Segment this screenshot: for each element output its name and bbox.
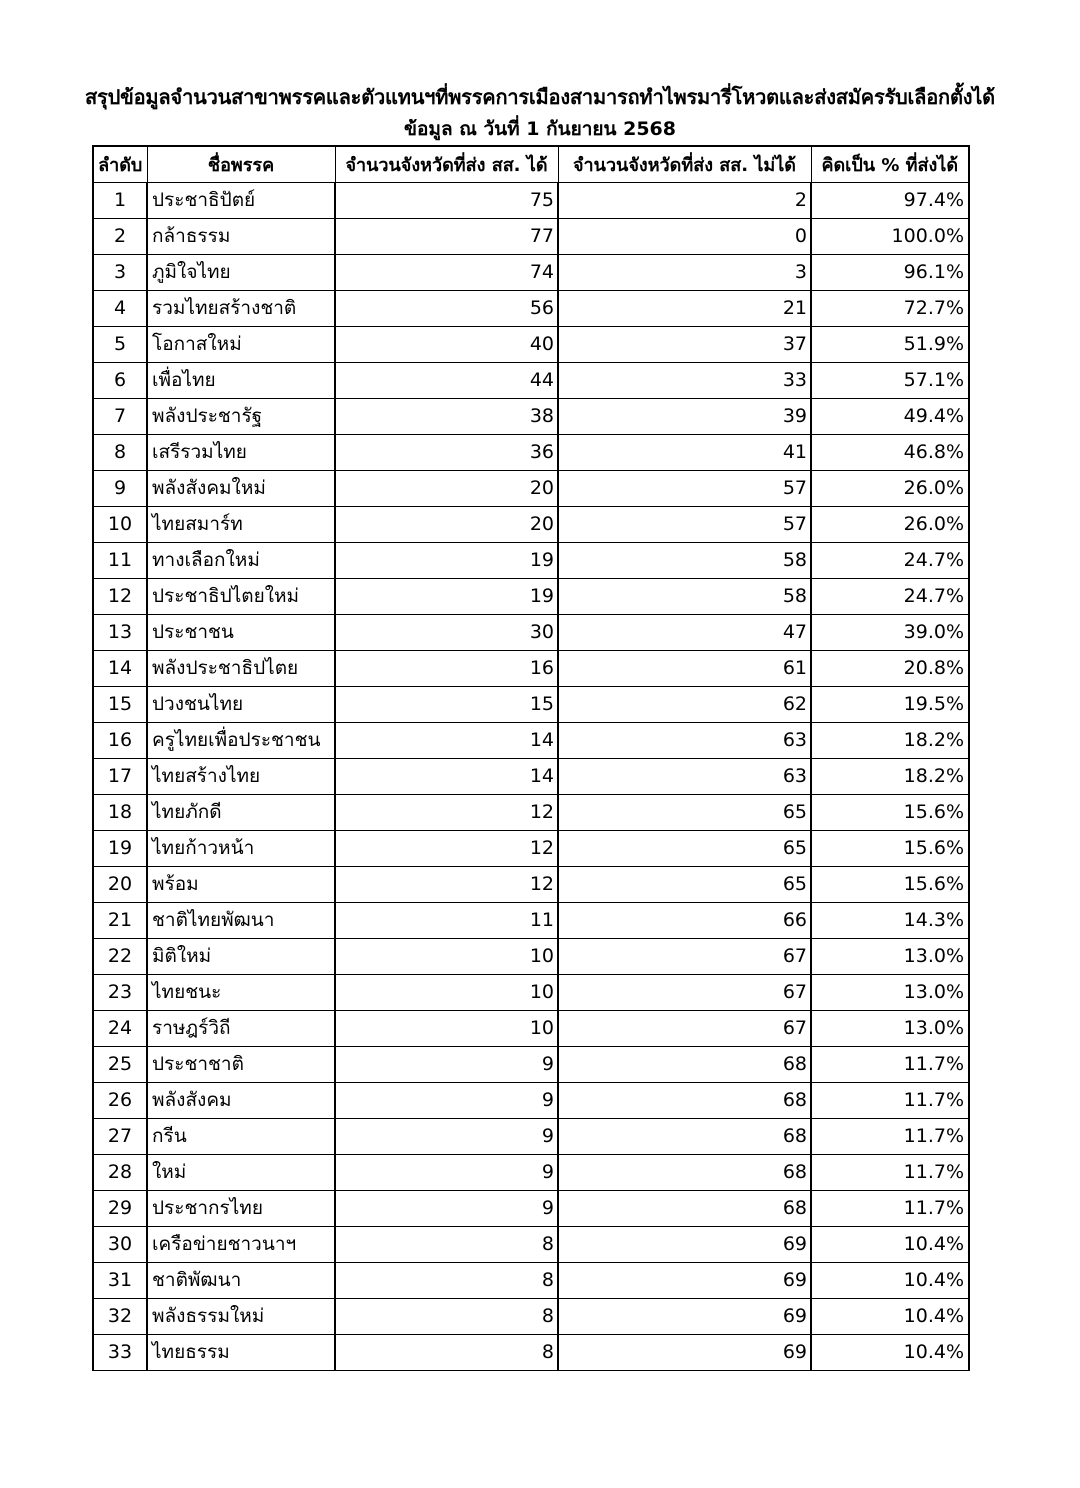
provinces-cannot-send: 68 xyxy=(558,1190,811,1226)
percent-can-send: 13.0% xyxy=(811,938,969,974)
provinces-cannot-send: 65 xyxy=(558,794,811,830)
provinces-cannot-send: 69 xyxy=(558,1334,811,1370)
provinces-can-send: 9 xyxy=(335,1154,558,1190)
percent-can-send: 10.4% xyxy=(811,1334,969,1370)
provinces-cannot-send: 62 xyxy=(558,686,811,722)
percent-can-send: 18.2% xyxy=(811,758,969,794)
document-title: สรุปข้อมูลจำนวนสาขาพรรคและตัวแทนฯที่พรรคการเมืองสามารถทำไพรมารี่โหวตและส่งสมัครรับเลือกตั้งได้ xyxy=(85,85,995,109)
provinces-cannot-send: 61 xyxy=(558,650,811,686)
table-row xyxy=(93,506,969,542)
percent-can-send: 11.7% xyxy=(811,1190,969,1226)
table-row xyxy=(93,830,969,866)
provinces-can-send: 12 xyxy=(335,830,558,866)
provinces-cannot-send: 63 xyxy=(558,758,811,794)
provinces-can-send: 9 xyxy=(335,1082,558,1118)
provinces-cannot-send: 69 xyxy=(558,1226,811,1262)
party-summary-table xyxy=(92,145,970,1371)
percent-can-send: 26.0% xyxy=(811,470,969,506)
provinces-can-send: 12 xyxy=(335,866,558,902)
table-row xyxy=(93,434,969,470)
percent-can-send: 46.8% xyxy=(811,434,969,470)
provinces-cannot-send: 63 xyxy=(558,722,811,758)
row-no: 6 xyxy=(93,362,147,398)
provinces-can-send: 74 xyxy=(335,254,558,290)
provinces-can-send: 38 xyxy=(335,398,558,434)
party-name: กล้าธรรม xyxy=(147,218,335,254)
row-no: 2 xyxy=(93,218,147,254)
percent-can-send: 18.2% xyxy=(811,722,969,758)
provinces-cannot-send: 57 xyxy=(558,506,811,542)
party-name: ประชาธิปัตย์ xyxy=(147,182,335,218)
provinces-cannot-send: 39 xyxy=(558,398,811,434)
provinces-cannot-send: 3 xyxy=(558,254,811,290)
percent-can-send: 72.7% xyxy=(811,290,969,326)
percent-can-send: 11.7% xyxy=(811,1046,969,1082)
percent-can-send: 24.7% xyxy=(811,542,969,578)
percent-can-send: 20.8% xyxy=(811,650,969,686)
party-name: ประชาชาติ xyxy=(147,1046,335,1082)
provinces-cannot-send: 37 xyxy=(558,326,811,362)
row-no: 3 xyxy=(93,254,147,290)
percent-can-send: 100.0% xyxy=(811,218,969,254)
row-no: 24 xyxy=(93,1010,147,1046)
provinces-can-send: 15 xyxy=(335,686,558,722)
table-row xyxy=(93,362,969,398)
party-name: พลังประชารัฐ xyxy=(147,398,335,434)
header-no: ลำดับ xyxy=(93,146,147,182)
party-name: ประชาธิปไตยใหม่ xyxy=(147,578,335,614)
row-no: 9 xyxy=(93,470,147,506)
party-name: ประชากรไทย xyxy=(147,1190,335,1226)
party-name: ไทยชนะ xyxy=(147,974,335,1010)
party-name: ราษฎร์วิถี xyxy=(147,1010,335,1046)
table-row xyxy=(93,722,969,758)
row-no: 33 xyxy=(93,1334,147,1370)
row-no: 1 xyxy=(93,182,147,218)
header-can-send: จำนวนจังหวัดที่ส่ง สส. ได้ xyxy=(335,146,558,182)
row-no: 8 xyxy=(93,434,147,470)
percent-can-send: 19.5% xyxy=(811,686,969,722)
party-name: ไทยธรรม xyxy=(147,1334,335,1370)
row-no: 28 xyxy=(93,1154,147,1190)
provinces-cannot-send: 67 xyxy=(558,1010,811,1046)
table-row xyxy=(93,326,969,362)
row-no: 32 xyxy=(93,1298,147,1334)
percent-can-send: 97.4% xyxy=(811,182,969,218)
provinces-can-send: 20 xyxy=(335,470,558,506)
percent-can-send: 15.6% xyxy=(811,866,969,902)
provinces-cannot-send: 65 xyxy=(558,866,811,902)
provinces-can-send: 19 xyxy=(335,542,558,578)
provinces-cannot-send: 2 xyxy=(558,182,811,218)
party-name: ครูไทยเพื่อประชาชน xyxy=(147,722,335,758)
provinces-can-send: 9 xyxy=(335,1046,558,1082)
party-name: เสรีรวมไทย xyxy=(147,434,335,470)
table-row xyxy=(93,938,969,974)
provinces-cannot-send: 41 xyxy=(558,434,811,470)
header-cannot-send: จำนวนจังหวัดที่ส่ง สส. ไม่ได้ xyxy=(558,146,811,182)
provinces-can-send: 40 xyxy=(335,326,558,362)
table-row xyxy=(93,542,969,578)
party-name: ประชาชน xyxy=(147,614,335,650)
percent-can-send: 11.7% xyxy=(811,1082,969,1118)
row-no: 11 xyxy=(93,542,147,578)
row-no: 12 xyxy=(93,578,147,614)
provinces-cannot-send: 68 xyxy=(558,1082,811,1118)
table-row xyxy=(93,218,969,254)
party-name: ปวงชนไทย xyxy=(147,686,335,722)
percent-can-send: 10.4% xyxy=(811,1262,969,1298)
table-row xyxy=(93,1334,969,1370)
party-name: เพื่อไทย xyxy=(147,362,335,398)
provinces-cannot-send: 47 xyxy=(558,614,811,650)
row-no: 25 xyxy=(93,1046,147,1082)
row-no: 22 xyxy=(93,938,147,974)
provinces-can-send: 8 xyxy=(335,1226,558,1262)
provinces-can-send: 77 xyxy=(335,218,558,254)
table-row xyxy=(93,182,969,218)
row-no: 15 xyxy=(93,686,147,722)
provinces-cannot-send: 69 xyxy=(558,1262,811,1298)
party-name: ชาติไทยพัฒนา xyxy=(147,902,335,938)
row-no: 4 xyxy=(93,290,147,326)
row-no: 30 xyxy=(93,1226,147,1262)
table-row xyxy=(93,1262,969,1298)
party-name: กรีน xyxy=(147,1118,335,1154)
provinces-can-send: 14 xyxy=(335,722,558,758)
percent-can-send: 15.6% xyxy=(811,794,969,830)
percent-can-send: 39.0% xyxy=(811,614,969,650)
provinces-can-send: 8 xyxy=(335,1262,558,1298)
table-row xyxy=(93,650,969,686)
provinces-cannot-send: 65 xyxy=(558,830,811,866)
provinces-can-send: 56 xyxy=(335,290,558,326)
party-name: ทางเลือกใหม่ xyxy=(147,542,335,578)
percent-can-send: 49.4% xyxy=(811,398,969,434)
table-row xyxy=(93,1226,969,1262)
row-no: 23 xyxy=(93,974,147,1010)
table-row xyxy=(93,1154,969,1190)
provinces-cannot-send: 57 xyxy=(558,470,811,506)
header-party: ชื่อพรรค xyxy=(147,146,335,182)
provinces-can-send: 20 xyxy=(335,506,558,542)
provinces-can-send: 75 xyxy=(335,182,558,218)
party-name: ภูมิใจไทย xyxy=(147,254,335,290)
table-row xyxy=(93,1010,969,1046)
percent-can-send: 96.1% xyxy=(811,254,969,290)
party-name: พร้อม xyxy=(147,866,335,902)
percent-can-send: 10.4% xyxy=(811,1298,969,1334)
percent-can-send: 11.7% xyxy=(811,1154,969,1190)
party-name: มิติใหม่ xyxy=(147,938,335,974)
party-name: ไทยภักดี xyxy=(147,794,335,830)
row-no: 5 xyxy=(93,326,147,362)
provinces-can-send: 11 xyxy=(335,902,558,938)
provinces-cannot-send: 58 xyxy=(558,578,811,614)
provinces-can-send: 10 xyxy=(335,974,558,1010)
party-name: พลังสังคม xyxy=(147,1082,335,1118)
provinces-can-send: 8 xyxy=(335,1334,558,1370)
provinces-can-send: 14 xyxy=(335,758,558,794)
table-row xyxy=(93,254,969,290)
party-name: โอกาสใหม่ xyxy=(147,326,335,362)
percent-can-send: 10.4% xyxy=(811,1226,969,1262)
table-row xyxy=(93,794,969,830)
provinces-can-send: 12 xyxy=(335,794,558,830)
row-no: 14 xyxy=(93,650,147,686)
party-name: พลังธรรมใหม่ xyxy=(147,1298,335,1334)
percent-can-send: 26.0% xyxy=(811,506,969,542)
row-no: 31 xyxy=(93,1262,147,1298)
party-name: ไทยสมาร์ท xyxy=(147,506,335,542)
table-header-row xyxy=(93,146,969,182)
table-body xyxy=(93,182,969,1370)
row-no: 27 xyxy=(93,1118,147,1154)
provinces-can-send: 9 xyxy=(335,1118,558,1154)
row-no: 16 xyxy=(93,722,147,758)
row-no: 18 xyxy=(93,794,147,830)
row-no: 26 xyxy=(93,1082,147,1118)
provinces-cannot-send: 67 xyxy=(558,974,811,1010)
table-row xyxy=(93,902,969,938)
provinces-can-send: 8 xyxy=(335,1298,558,1334)
percent-can-send: 57.1% xyxy=(811,362,969,398)
row-no: 20 xyxy=(93,866,147,902)
percent-can-send: 13.0% xyxy=(811,974,969,1010)
party-name: พลังประชาธิปไตย xyxy=(147,650,335,686)
table-row xyxy=(93,578,969,614)
provinces-cannot-send: 33 xyxy=(558,362,811,398)
percent-can-send: 15.6% xyxy=(811,830,969,866)
row-no: 29 xyxy=(93,1190,147,1226)
party-name: พลังสังคมใหม่ xyxy=(147,470,335,506)
table-row xyxy=(93,758,969,794)
header-percent: คิดเป็น % ที่ส่งได้ xyxy=(811,146,969,182)
provinces-can-send: 9 xyxy=(335,1190,558,1226)
provinces-can-send: 16 xyxy=(335,650,558,686)
percent-can-send: 13.0% xyxy=(811,1010,969,1046)
provinces-cannot-send: 66 xyxy=(558,902,811,938)
party-name: เครือข่ายชาวนาฯ xyxy=(147,1226,335,1262)
table-row xyxy=(93,1046,969,1082)
table-row xyxy=(93,1298,969,1334)
row-no: 19 xyxy=(93,830,147,866)
provinces-can-send: 19 xyxy=(335,578,558,614)
percent-can-send: 11.7% xyxy=(811,1118,969,1154)
row-no: 10 xyxy=(93,506,147,542)
row-no: 7 xyxy=(93,398,147,434)
provinces-can-send: 44 xyxy=(335,362,558,398)
provinces-can-send: 30 xyxy=(335,614,558,650)
party-name: ใหม่ xyxy=(147,1154,335,1190)
provinces-cannot-send: 58 xyxy=(558,542,811,578)
provinces-cannot-send: 69 xyxy=(558,1298,811,1334)
provinces-can-send: 10 xyxy=(335,938,558,974)
row-no: 17 xyxy=(93,758,147,794)
document-subtitle: ข้อมูล ณ วันที่ 1 กันยายน 2568 xyxy=(404,118,676,140)
provinces-cannot-send: 0 xyxy=(558,218,811,254)
provinces-cannot-send: 68 xyxy=(558,1154,811,1190)
table-row xyxy=(93,1082,969,1118)
table-row xyxy=(93,1118,969,1154)
table-row xyxy=(93,1190,969,1226)
table-row xyxy=(93,398,969,434)
table-row xyxy=(93,974,969,1010)
row-no: 21 xyxy=(93,902,147,938)
table-row xyxy=(93,470,969,506)
table-row xyxy=(93,290,969,326)
party-name: ไทยก้าวหน้า xyxy=(147,830,335,866)
percent-can-send: 14.3% xyxy=(811,902,969,938)
party-name: รวมไทยสร้างชาติ xyxy=(147,290,335,326)
provinces-cannot-send: 68 xyxy=(558,1046,811,1082)
provinces-cannot-send: 67 xyxy=(558,938,811,974)
percent-can-send: 24.7% xyxy=(811,578,969,614)
row-no: 13 xyxy=(93,614,147,650)
percent-can-send: 51.9% xyxy=(811,326,969,362)
table-row xyxy=(93,614,969,650)
provinces-can-send: 36 xyxy=(335,434,558,470)
party-name: ไทยสร้างไทย xyxy=(147,758,335,794)
party-name: ชาติพัฒนา xyxy=(147,1262,335,1298)
provinces-cannot-send: 21 xyxy=(558,290,811,326)
table-row xyxy=(93,866,969,902)
table-row xyxy=(93,686,969,722)
provinces-cannot-send: 68 xyxy=(558,1118,811,1154)
provinces-can-send: 10 xyxy=(335,1010,558,1046)
